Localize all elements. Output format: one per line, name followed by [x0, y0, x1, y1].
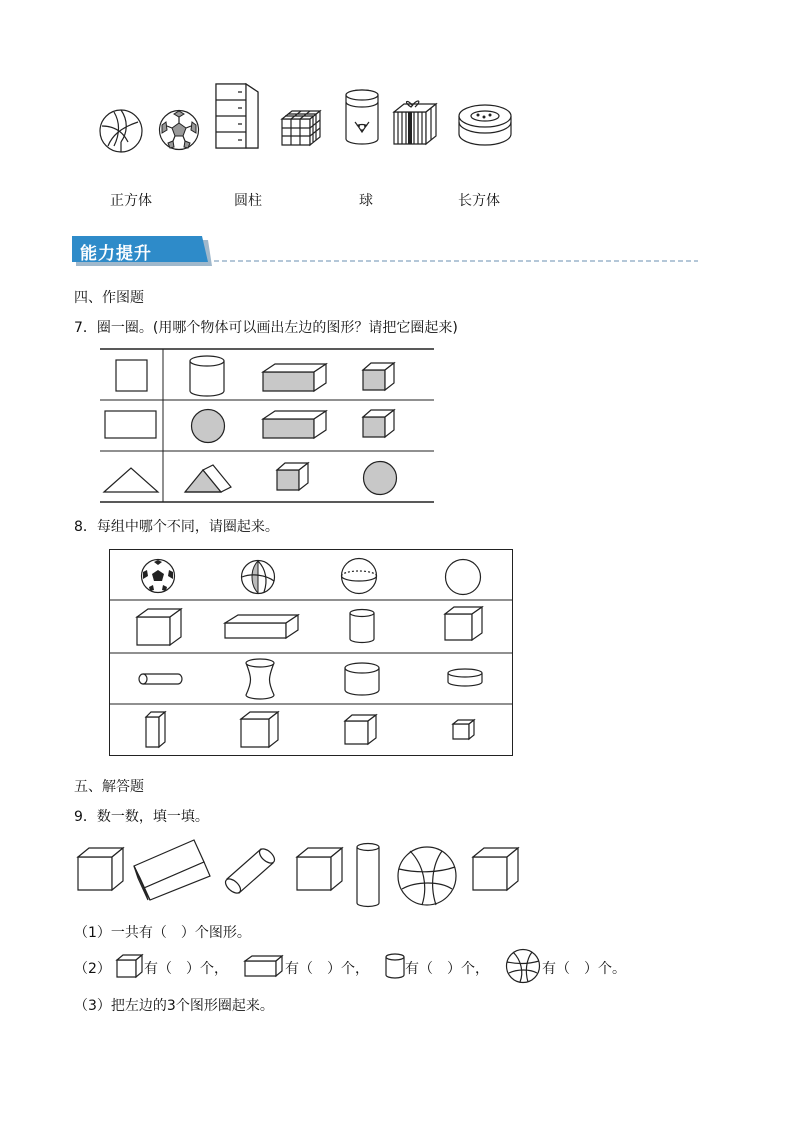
section4-heading: 四、作图题 [74, 290, 144, 306]
q9-sub1: （1）一共有（ ）个图形。 [74, 925, 251, 941]
flat-cylinder-icon [446, 668, 484, 688]
section5-heading: 五、解答题 [74, 779, 144, 795]
q9-sub2-cylinder-count: 有（ ）个， [405, 961, 489, 977]
long-cuboid-icon [262, 363, 328, 393]
beach-ball-icon [240, 559, 276, 595]
waisted-cylinder-icon [244, 658, 276, 700]
label-sphere: 球 [359, 193, 373, 209]
round-box-icon [456, 102, 514, 148]
soccer-ball-icon [158, 109, 200, 151]
cube-icon [444, 606, 484, 642]
cylinder-icon [188, 354, 226, 398]
q8-text: 8．每组中哪个不同，请圈起来。 [74, 519, 279, 535]
cabinet-icon [214, 82, 260, 150]
small-cube-icon [276, 462, 312, 492]
banner-dashed-line [214, 259, 698, 263]
cube-icon [472, 846, 520, 892]
tin-can-icon [343, 88, 381, 146]
small-cube-icon [362, 362, 398, 392]
q9-text: 9．数一数，填一填。 [74, 809, 209, 825]
sphere-icon [362, 460, 398, 496]
sphere-icon [340, 557, 378, 595]
cylinder-icon [384, 953, 406, 979]
triangle-icon [102, 466, 160, 494]
small-cube-icon [362, 409, 398, 439]
q7-text: 7．圈一圈。(用哪个物体可以画出左边的图形？请把它圈起来) [74, 320, 458, 336]
sphere-icon [190, 408, 226, 444]
basketball-icon [505, 948, 541, 984]
q9-sub2-ball-count: 有（ ）个。 [542, 961, 626, 977]
q9-sub2-cube-count: 有（ ）个， [144, 961, 228, 977]
banner-title: 能力提升 [80, 244, 152, 264]
long-cuboid-icon [262, 410, 328, 440]
tilted-cuboid-icon [132, 836, 212, 902]
flat-cuboid-icon [224, 614, 300, 640]
triangular-prism-icon [183, 464, 233, 494]
cube-icon [116, 954, 144, 978]
cylinder-icon [343, 662, 381, 696]
label-cuboid: 长方体 [458, 193, 500, 209]
cube-icon [136, 607, 184, 647]
q9-sub2-cuboid-count: 有（ ）个， [285, 961, 369, 977]
rubiks-cube-icon [280, 109, 322, 147]
cylinder-icon [348, 608, 376, 644]
cuboid-icon [244, 955, 284, 977]
tall-cylinder-icon [355, 842, 381, 908]
soccer-ball-icon [140, 558, 176, 594]
gift-box-icon [391, 98, 439, 146]
q9-sub2-prefix: （2） [74, 961, 111, 977]
volleyball-icon [98, 108, 144, 154]
label-cylinder: 圆柱 [234, 193, 262, 209]
tilted-cylinder-icon [217, 845, 277, 897]
cube-icon [296, 846, 344, 892]
small-cube-icon [452, 719, 476, 741]
basketball-icon [396, 845, 458, 907]
square-icon [115, 359, 149, 393]
rectangle-icon [104, 410, 158, 440]
circle-icon [444, 558, 482, 596]
q9-sub3: （3）把左边的3个图形圈起来。 [74, 998, 274, 1014]
thin-cylinder-icon [138, 672, 184, 686]
cube-icon [77, 846, 125, 892]
label-cube: 正方体 [110, 193, 152, 209]
tall-cuboid-icon [145, 711, 167, 749]
cube-icon [240, 711, 280, 749]
cube-icon [344, 714, 378, 746]
